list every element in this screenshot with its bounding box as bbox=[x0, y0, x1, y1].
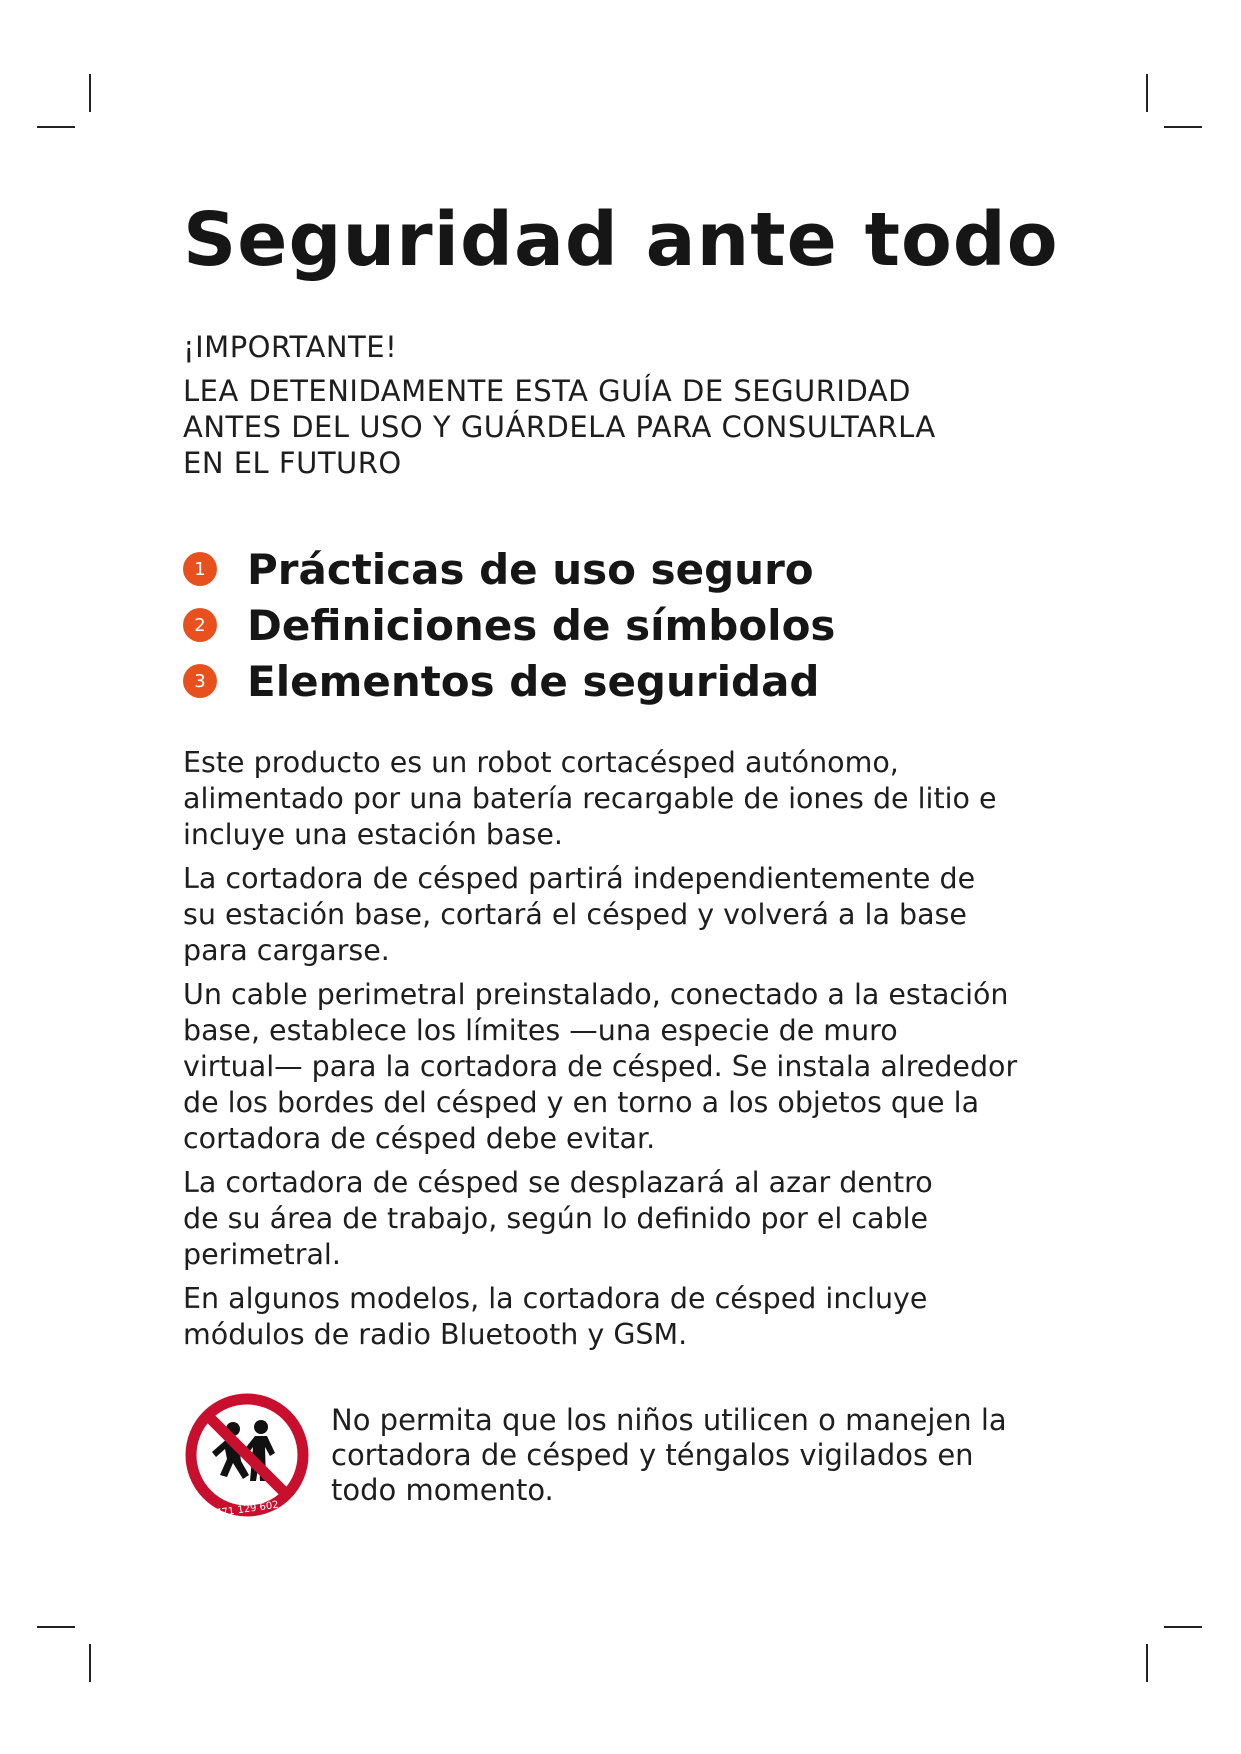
body-text bbox=[183, 745, 1063, 1353]
text-line: En algunos modelos, la cortadora de césped incluye bbox=[183, 1282, 928, 1316]
toc-label: Definiciones de símbolos bbox=[247, 600, 836, 650]
children-warning bbox=[183, 1391, 1063, 1519]
no-children-icon bbox=[183, 1391, 311, 1519]
crop-mark bbox=[1146, 1644, 1148, 1682]
document-page bbox=[183, 197, 1063, 1520]
paragraph bbox=[183, 1281, 1063, 1353]
crop-mark bbox=[89, 74, 91, 112]
crop-mark bbox=[89, 1644, 91, 1682]
number-badge: 2 bbox=[183, 608, 217, 642]
important-line: LEA DETENIDAMENTE ESTA GUÍA DE SEGURIDAD bbox=[183, 374, 911, 409]
important-line: EN EL FUTURO bbox=[183, 446, 402, 481]
important-notice bbox=[183, 329, 1063, 481]
crop-mark bbox=[37, 126, 75, 128]
text-line: cortadora de césped y téngalos vigilados en bbox=[331, 1438, 974, 1473]
text-line: alimentado por una batería recargable de iones de litio e bbox=[183, 782, 997, 816]
text-line: de su área de trabajo, según lo definido por el cable bbox=[183, 1202, 929, 1236]
text-line: de los bordes del césped y en torno a los objetos que la bbox=[183, 1086, 980, 1120]
toc-item[interactable] bbox=[183, 653, 1063, 709]
text-line: base, establece los límites —una especie de muro bbox=[183, 1014, 898, 1048]
text-line: cortadora de césped debe evitar. bbox=[183, 1122, 656, 1156]
text-line: Un cable perimetral preinstalado, conectado a la estación bbox=[183, 978, 1009, 1012]
icon-code: 771 129 602 bbox=[214, 1500, 280, 1520]
text-line: La cortadora de césped partirá independientemente de bbox=[183, 862, 976, 896]
toc-item[interactable] bbox=[183, 597, 1063, 653]
warning-text bbox=[331, 1403, 1007, 1508]
text-line: todo momento. bbox=[331, 1473, 554, 1508]
text-line: para cargarse. bbox=[183, 934, 390, 968]
text-line: incluye una estación base. bbox=[183, 818, 563, 852]
paragraph bbox=[183, 861, 1063, 969]
crop-mark bbox=[1164, 1626, 1202, 1628]
crop-mark bbox=[1146, 74, 1148, 112]
number-badge: 3 bbox=[183, 664, 217, 698]
paragraph bbox=[183, 977, 1063, 1157]
table-of-contents bbox=[183, 541, 1063, 709]
text-line: su estación base, cortará el césped y volverá a la base bbox=[183, 898, 967, 932]
text-line: perimetral. bbox=[183, 1238, 341, 1272]
paragraph bbox=[183, 1165, 1063, 1273]
toc-label: Elementos de seguridad bbox=[247, 656, 820, 706]
text-line: virtual— para la cortadora de césped. Se instala alrededor bbox=[183, 1050, 1018, 1084]
page-title: Seguridad ante todo bbox=[183, 197, 1059, 283]
text-line: No permita que los niños utilicen o manejen la bbox=[331, 1403, 1007, 1438]
text-line: módulos de radio Bluetooth y GSM. bbox=[183, 1318, 688, 1352]
crop-mark bbox=[1164, 126, 1202, 128]
text-line: Este producto es un robot cortacésped autónomo, bbox=[183, 746, 899, 780]
important-heading: ¡IMPORTANTE! bbox=[183, 330, 398, 365]
important-line: ANTES DEL USO Y GUÁRDELA PARA CONSULTARLA bbox=[183, 410, 936, 445]
toc-item[interactable] bbox=[183, 541, 1063, 597]
toc-label: Prácticas de uso seguro bbox=[247, 544, 814, 594]
paragraph bbox=[183, 745, 1063, 853]
number-badge: 1 bbox=[183, 552, 217, 586]
crop-mark bbox=[37, 1626, 75, 1628]
text-line: La cortadora de césped se desplazará al azar dentro bbox=[183, 1166, 933, 1200]
